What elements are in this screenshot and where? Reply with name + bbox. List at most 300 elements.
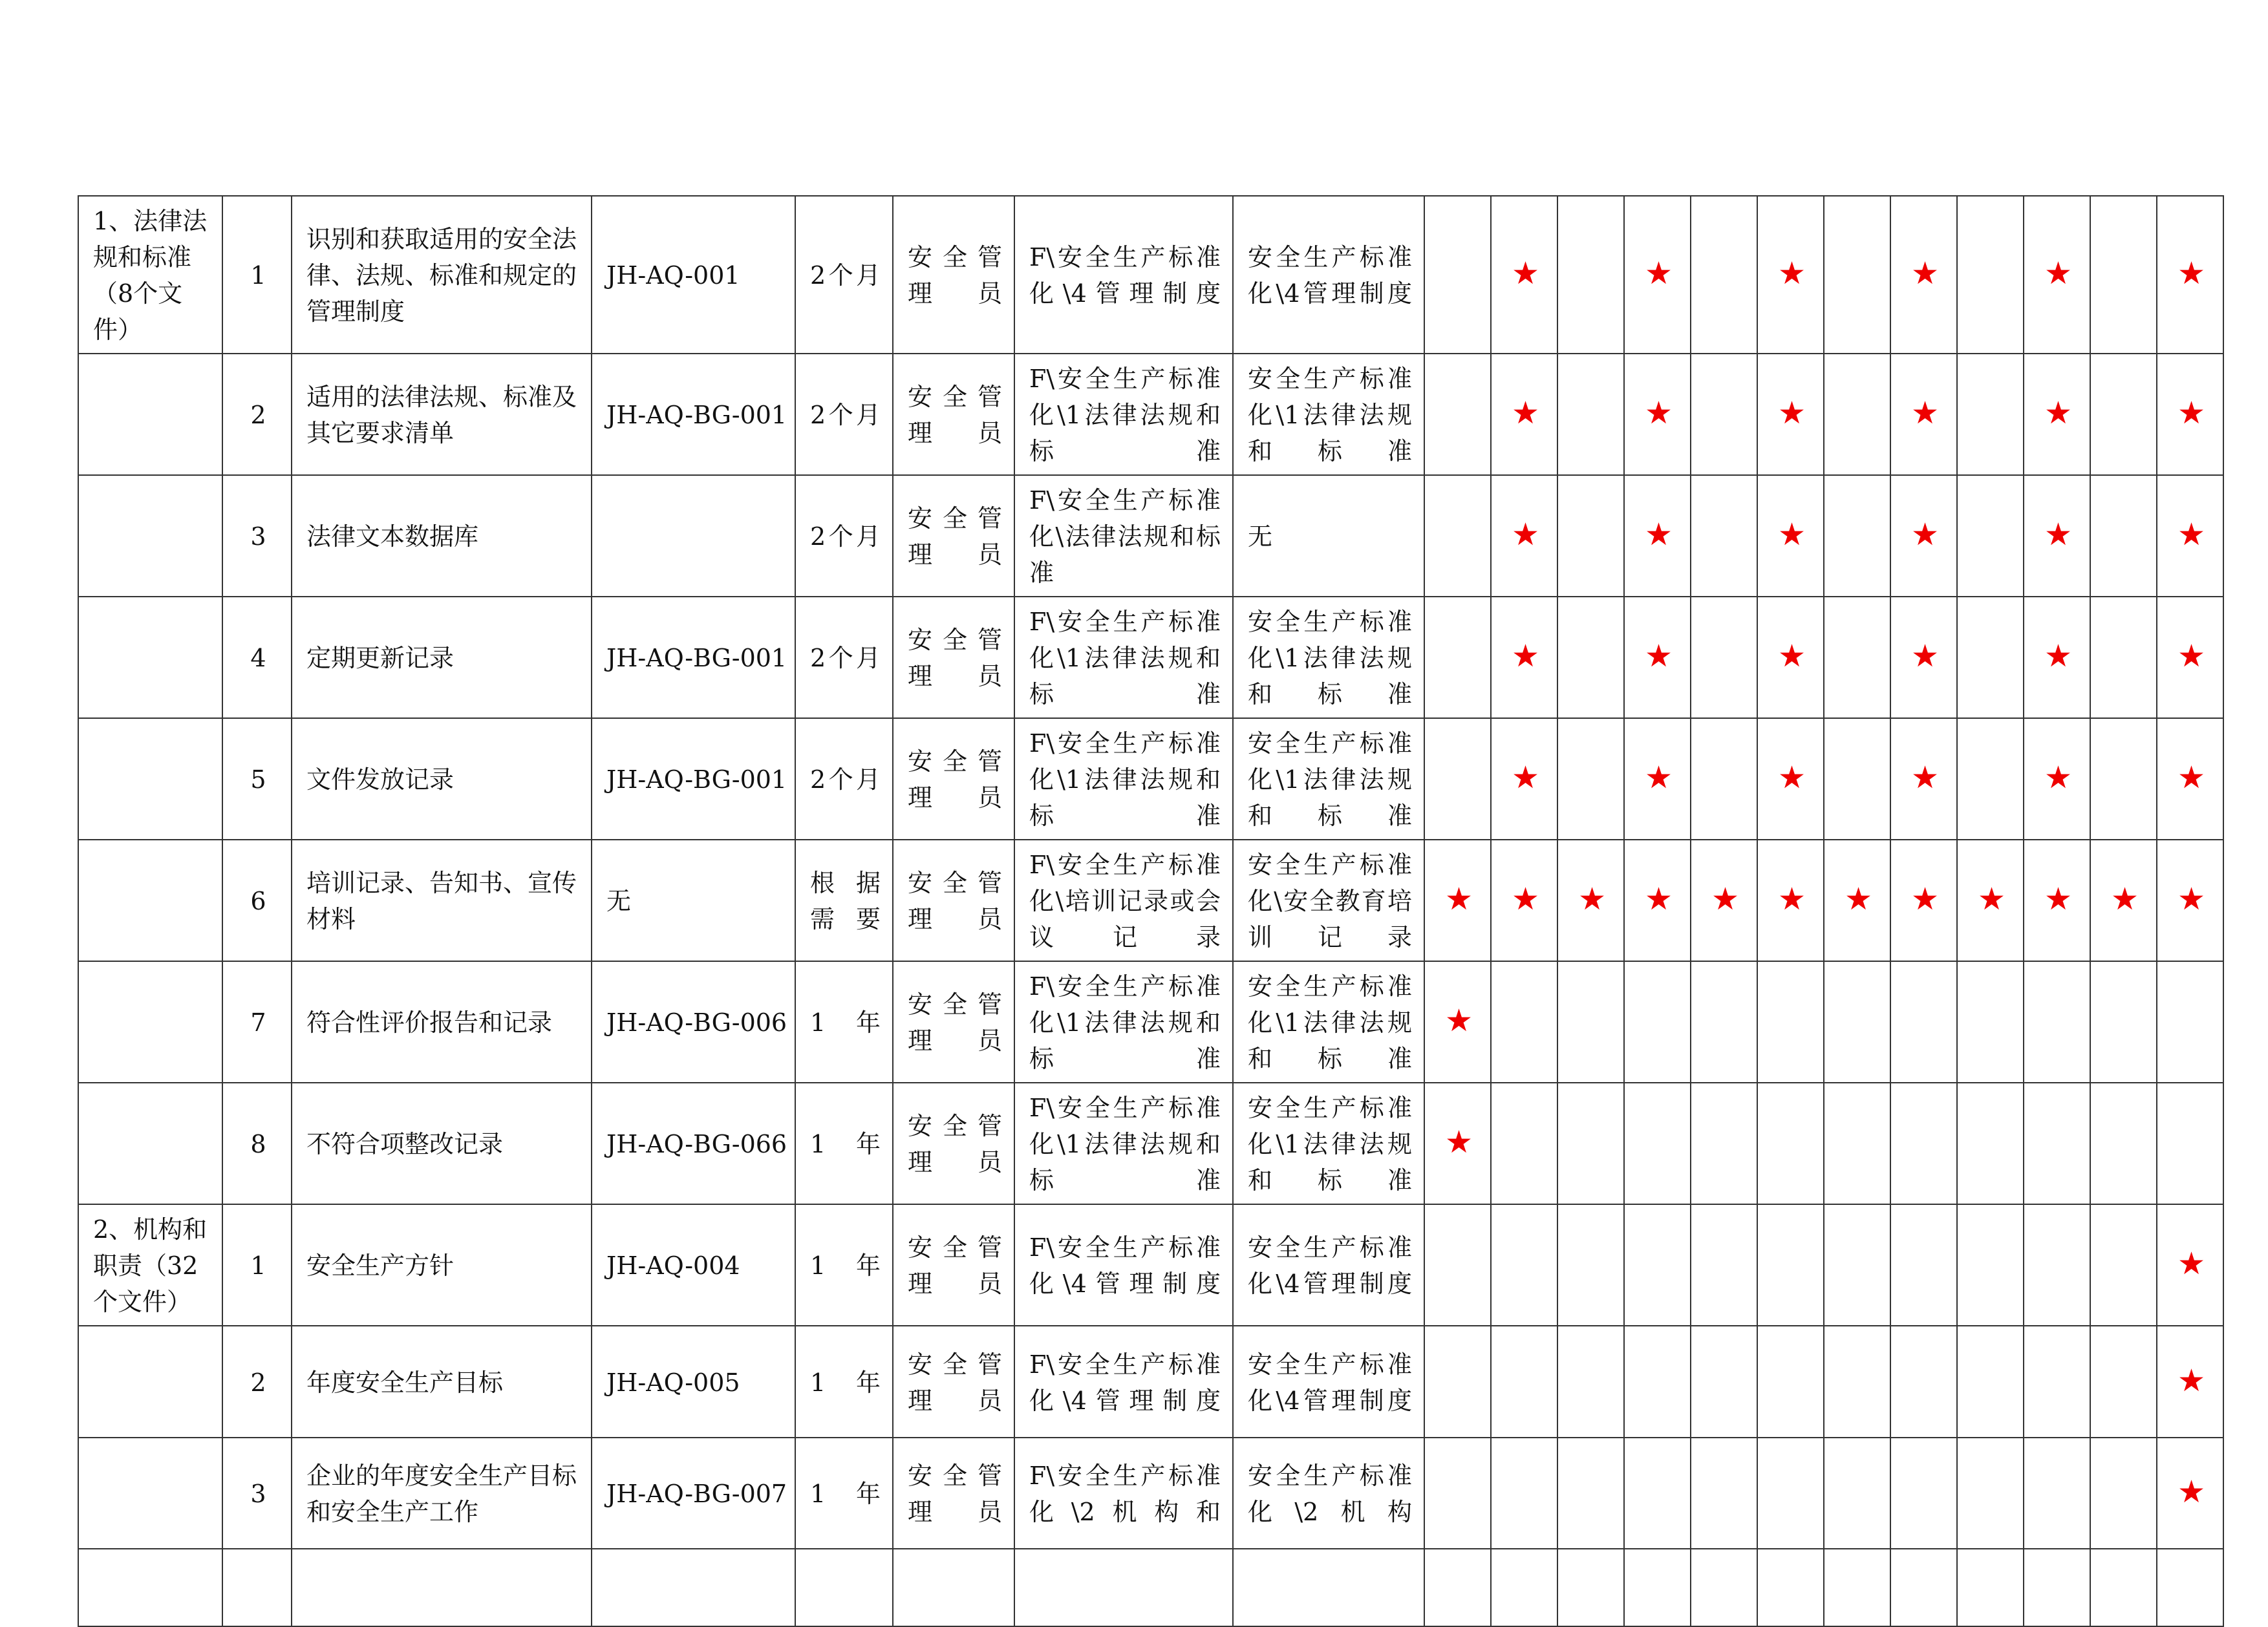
- table-row: [78, 1438, 2223, 1549]
- mark-cell: [1557, 354, 1624, 475]
- file-path-cell: F\安全生产标准化\1法律法规和标准: [1014, 961, 1233, 1083]
- mark-cell: [1757, 1083, 1824, 1204]
- mark-cell: [1957, 475, 2024, 597]
- responsible-person-cell: 安全管理员: [893, 196, 1014, 354]
- category-cell: [78, 718, 222, 840]
- mark-cell: [1957, 1083, 2024, 1204]
- mark-cell: [1957, 1326, 2024, 1438]
- document-name-cell: 识别和获取适用的安全法律、法规、标准和规定的管理制度: [292, 196, 592, 354]
- mark-cell: [2157, 196, 2223, 354]
- star-icon: ★: [1644, 395, 1673, 431]
- mark-cell: [2024, 961, 2090, 1083]
- item-number-cell: 1: [222, 1204, 292, 1326]
- star-icon: ★: [2177, 760, 2206, 796]
- table-row: [78, 354, 2223, 475]
- file-path-cell: F\安全生产标准化\法律法规和标准: [1014, 475, 1233, 597]
- mark-cell: [1890, 718, 1957, 840]
- mark-cell: [1557, 196, 1624, 354]
- star-icon: ★: [1644, 638, 1673, 674]
- file-path-cell: F\安全生产标准化\1法律法规和标准: [1014, 597, 1233, 718]
- star-icon: ★: [1511, 255, 1540, 292]
- mark-cell: [1957, 1204, 2024, 1326]
- star-icon: ★: [1578, 881, 1607, 917]
- update-period-cell: 1年: [795, 1438, 893, 1549]
- document-table: [78, 195, 2224, 1627]
- table-row: [78, 196, 2223, 354]
- folder-location-cell: 安全生产标准化\1法律法规和标准: [1233, 597, 1424, 718]
- star-icon: ★: [1644, 881, 1673, 917]
- document-code-cell: JH-AQ-BG-007: [592, 1438, 795, 1549]
- star-icon: ★: [1511, 395, 1540, 431]
- mark-cell: [1824, 1438, 1890, 1549]
- document-name-cell: 文件发放记录: [292, 718, 592, 840]
- mark-cell: [1424, 475, 1491, 597]
- star-icon: ★: [1777, 255, 1806, 292]
- empty-cell: [1624, 1549, 1691, 1626]
- mark-cell: [2157, 1204, 2223, 1326]
- mark-cell: [1491, 961, 1557, 1083]
- mark-cell: [1424, 1083, 1491, 1204]
- empty-cell: [1957, 1549, 2024, 1626]
- mark-cell: [2024, 475, 2090, 597]
- item-number-cell: 3: [222, 475, 292, 597]
- mark-cell: [1757, 840, 1824, 961]
- empty-cell: [1424, 1549, 1491, 1626]
- mark-cell: [2157, 1083, 2223, 1204]
- mark-cell: [2024, 196, 2090, 354]
- mark-cell: [1824, 354, 1890, 475]
- table-row: [78, 961, 2223, 1083]
- file-path-cell: F\安全生产标准化\培训记录或会议记录: [1014, 840, 1233, 961]
- mark-cell: [2090, 718, 2157, 840]
- mark-cell: [1624, 1326, 1691, 1438]
- mark-cell: [1557, 597, 1624, 718]
- update-period-cell: 2个月: [795, 475, 893, 597]
- mark-cell: [1691, 1326, 1757, 1438]
- folder-location-cell: 安全生产标准化\4管理制度: [1233, 1326, 1424, 1438]
- document-code-cell: JH-AQ-BG-001: [592, 718, 795, 840]
- mark-cell: [1757, 354, 1824, 475]
- category-cell: [78, 354, 222, 475]
- mark-cell: [1691, 1083, 1757, 1204]
- update-period-cell: 1年: [795, 961, 893, 1083]
- mark-cell: [1557, 1083, 1624, 1204]
- mark-cell: [1957, 961, 2024, 1083]
- mark-cell: [1491, 1438, 1557, 1549]
- category-cell: [78, 840, 222, 961]
- responsible-person-cell: 安全管理员: [893, 1438, 1014, 1549]
- category-cell: [78, 475, 222, 597]
- mark-cell: [1624, 718, 1691, 840]
- table-row: [78, 475, 2223, 597]
- item-number-cell: 4: [222, 597, 292, 718]
- mark-cell: [1890, 354, 1957, 475]
- category-cell: [78, 1083, 222, 1204]
- mark-cell: [2090, 1083, 2157, 1204]
- responsible-person-cell: 安全管理员: [893, 354, 1014, 475]
- mark-cell: [1824, 840, 1890, 961]
- mark-cell: [1624, 196, 1691, 354]
- empty-cell: [592, 1549, 795, 1626]
- empty-cell: [893, 1549, 1014, 1626]
- star-icon: ★: [2177, 1474, 2206, 1510]
- star-icon: ★: [1910, 638, 1940, 674]
- mark-cell: [2090, 354, 2157, 475]
- update-period-cell: 2个月: [795, 718, 893, 840]
- star-icon: ★: [2177, 1362, 2206, 1399]
- empty-cell: [222, 1549, 292, 1626]
- mark-cell: [1890, 1083, 1957, 1204]
- document-code-cell: JH-AQ-001: [592, 196, 795, 354]
- responsible-person-cell: 安全管理员: [893, 1326, 1014, 1438]
- mark-cell: [1691, 475, 1757, 597]
- item-number-cell: 7: [222, 961, 292, 1083]
- empty-cell: [2024, 1549, 2090, 1626]
- star-icon: ★: [2044, 255, 2073, 292]
- responsible-person-cell: 安全管理员: [893, 718, 1014, 840]
- mark-cell: [1691, 1438, 1757, 1549]
- star-icon: ★: [1910, 395, 1940, 431]
- mark-cell: [2090, 840, 2157, 961]
- mark-cell: [1491, 1083, 1557, 1204]
- mark-cell: [1491, 840, 1557, 961]
- responsible-person-cell: 安全管理员: [893, 1083, 1014, 1204]
- mark-cell: [2090, 1204, 2157, 1326]
- mark-cell: [1624, 1438, 1691, 1549]
- empty-cell: [1557, 1549, 1624, 1626]
- document-name-cell: 安全生产方针: [292, 1204, 592, 1326]
- mark-cell: [1890, 196, 1957, 354]
- file-path-cell: F\安全生产标准化\4管理制度: [1014, 196, 1233, 354]
- mark-cell: [1824, 475, 1890, 597]
- file-path-cell: F\安全生产标准化\1法律法规和标准: [1014, 1083, 1233, 1204]
- empty-cell: [78, 1549, 222, 1626]
- mark-cell: [1691, 961, 1757, 1083]
- mark-cell: [1424, 718, 1491, 840]
- star-icon: ★: [1910, 760, 1940, 796]
- mark-cell: [2024, 1438, 2090, 1549]
- document-name-cell: 不符合项整改记录: [292, 1083, 592, 1204]
- star-icon: ★: [2044, 881, 2073, 917]
- star-icon: ★: [1777, 516, 1806, 553]
- star-icon: ★: [2044, 516, 2073, 553]
- mark-cell: [1624, 1204, 1691, 1326]
- empty-cell: [795, 1549, 893, 1626]
- document-code-cell: [592, 475, 795, 597]
- mark-cell: [1691, 718, 1757, 840]
- file-path-cell: F\安全生产标准化\1法律法规和标准: [1014, 718, 1233, 840]
- document-code-cell: JH-AQ-BG-006: [592, 961, 795, 1083]
- mark-cell: [1557, 1326, 1624, 1438]
- mark-cell: [1424, 1438, 1491, 1549]
- mark-cell: [1491, 1204, 1557, 1326]
- folder-location-cell: 安全生产标准化\1法律法规和标准: [1233, 1083, 1424, 1204]
- table-row: [78, 597, 2223, 718]
- mark-cell: [1890, 1326, 1957, 1438]
- star-icon: ★: [2044, 395, 2073, 431]
- star-icon: ★: [2177, 1246, 2206, 1282]
- mark-cell: [1890, 1204, 1957, 1326]
- star-icon: ★: [2177, 881, 2206, 917]
- star-icon: ★: [1910, 516, 1940, 553]
- star-icon: ★: [1644, 516, 1673, 553]
- star-icon: ★: [2044, 760, 2073, 796]
- category-cell: [78, 1438, 222, 1549]
- mark-cell: [1424, 597, 1491, 718]
- mark-cell: [2157, 1438, 2223, 1549]
- mark-cell: [1557, 718, 1624, 840]
- mark-cell: [1691, 1204, 1757, 1326]
- mark-cell: [1757, 961, 1824, 1083]
- mark-cell: [2090, 961, 2157, 1083]
- mark-cell: [1691, 597, 1757, 718]
- table-row-partial: [78, 1549, 2223, 1626]
- folder-location-cell: 安全生产标准化\4管理制度: [1233, 196, 1424, 354]
- folder-location-cell: 安全生产标准化\4管理制度: [1233, 1204, 1424, 1326]
- mark-cell: [1424, 196, 1491, 354]
- category-cell: 2、机构和职责（32个文件）: [78, 1204, 222, 1326]
- empty-cell: [1491, 1549, 1557, 1626]
- category-cell: [78, 597, 222, 718]
- document-name-cell: 法律文本数据库: [292, 475, 592, 597]
- mark-cell: [1557, 475, 1624, 597]
- mark-cell: [2157, 1326, 2223, 1438]
- mark-cell: [1890, 961, 1957, 1083]
- mark-cell: [1624, 961, 1691, 1083]
- star-icon: ★: [1844, 881, 1873, 917]
- item-number-cell: 2: [222, 354, 292, 475]
- mark-cell: [1824, 196, 1890, 354]
- star-icon: ★: [1910, 255, 1940, 292]
- mark-cell: [1424, 1326, 1491, 1438]
- mark-cell: [1557, 1204, 1624, 1326]
- item-number-cell: 2: [222, 1326, 292, 1438]
- category-cell: [78, 1326, 222, 1438]
- star-icon: ★: [1644, 760, 1673, 796]
- star-icon: ★: [1977, 881, 2006, 917]
- mark-cell: [1757, 1438, 1824, 1549]
- document-name-cell: 定期更新记录: [292, 597, 592, 718]
- mark-cell: [1424, 354, 1491, 475]
- table-row: [78, 718, 2223, 840]
- star-icon: ★: [1644, 255, 1673, 292]
- mark-cell: [1890, 597, 1957, 718]
- star-icon: ★: [1511, 760, 1540, 796]
- star-icon: ★: [1777, 760, 1806, 796]
- mark-cell: [1957, 1438, 2024, 1549]
- responsible-person-cell: 安全管理员: [893, 1204, 1014, 1326]
- document-name-cell: 符合性评价报告和记录: [292, 961, 592, 1083]
- item-number-cell: 1: [222, 196, 292, 354]
- responsible-person-cell: 安全管理员: [893, 475, 1014, 597]
- mark-cell: [1824, 1204, 1890, 1326]
- mark-cell: [1424, 1204, 1491, 1326]
- folder-location-cell: 安全生产标准化\1法律法规和标准: [1233, 718, 1424, 840]
- empty-cell: [2090, 1549, 2157, 1626]
- document-code-cell: 无: [592, 840, 795, 961]
- document-code-cell: JH-AQ-005: [592, 1326, 795, 1438]
- star-icon: ★: [1910, 881, 1940, 917]
- mark-cell: [1491, 196, 1557, 354]
- mark-cell: [1890, 840, 1957, 961]
- mark-cell: [1691, 354, 1757, 475]
- mark-cell: [1691, 840, 1757, 961]
- document-code-cell: JH-AQ-BG-001: [592, 597, 795, 718]
- mark-cell: [1824, 1083, 1890, 1204]
- star-icon: ★: [1511, 881, 1540, 917]
- mark-cell: [2090, 1438, 2157, 1549]
- mark-cell: [1757, 196, 1824, 354]
- mark-cell: [2090, 1326, 2157, 1438]
- mark-cell: [1624, 840, 1691, 961]
- mark-cell: [1624, 475, 1691, 597]
- empty-cell: [1890, 1549, 1957, 1626]
- star-icon: ★: [1444, 881, 1473, 917]
- empty-cell: [2157, 1549, 2223, 1626]
- item-number-cell: 6: [222, 840, 292, 961]
- category-cell: [78, 961, 222, 1083]
- mark-cell: [1491, 718, 1557, 840]
- mark-cell: [1491, 475, 1557, 597]
- mark-cell: [1757, 1204, 1824, 1326]
- star-icon: ★: [1777, 395, 1806, 431]
- mark-cell: [1757, 1326, 1824, 1438]
- update-period-cell: 2个月: [795, 597, 893, 718]
- folder-location-cell: 安全生产标准化\1法律法规和标准: [1233, 961, 1424, 1083]
- mark-cell: [1757, 597, 1824, 718]
- mark-cell: [1557, 961, 1624, 1083]
- mark-cell: [1824, 718, 1890, 840]
- table-row: [78, 840, 2223, 961]
- document-name-cell: 年度安全生产目标: [292, 1326, 592, 1438]
- mark-cell: [1624, 354, 1691, 475]
- file-path-cell: F\安全生产标准化\4管理制度: [1014, 1326, 1233, 1438]
- mark-cell: [1624, 1083, 1691, 1204]
- mark-cell: [2090, 196, 2157, 354]
- file-path-cell: F\安全生产标准化\4管理制度: [1014, 1204, 1233, 1326]
- mark-cell: [2090, 597, 2157, 718]
- document-name-cell: 适用的法律法规、标准及其它要求清单: [292, 354, 592, 475]
- update-period-cell: 2个月: [795, 354, 893, 475]
- mark-cell: [2157, 961, 2223, 1083]
- mark-cell: [1424, 961, 1491, 1083]
- table-row: [78, 1326, 2223, 1438]
- empty-cell: [292, 1549, 592, 1626]
- mark-cell: [1890, 475, 1957, 597]
- mark-cell: [2024, 1083, 2090, 1204]
- folder-location-cell: 安全生产标准化\安全教育培训记录: [1233, 840, 1424, 961]
- mark-cell: [2024, 1204, 2090, 1326]
- mark-cell: [2024, 354, 2090, 475]
- folder-location-cell: 安全生产标准化\1法律法规和标准: [1233, 354, 1424, 475]
- update-period-cell: 2个月: [795, 196, 893, 354]
- star-icon: ★: [2177, 255, 2206, 292]
- mark-cell: [2157, 475, 2223, 597]
- mark-cell: [2024, 840, 2090, 961]
- star-icon: ★: [2177, 638, 2206, 674]
- mark-cell: [1491, 354, 1557, 475]
- update-period-cell: 1年: [795, 1326, 893, 1438]
- document-code-cell: JH-AQ-004: [592, 1204, 795, 1326]
- mark-cell: [2157, 597, 2223, 718]
- mark-cell: [2024, 597, 2090, 718]
- star-icon: ★: [2177, 516, 2206, 553]
- mark-cell: [1757, 718, 1824, 840]
- empty-cell: [1757, 1549, 1824, 1626]
- star-icon: ★: [1511, 638, 1540, 674]
- mark-cell: [1890, 1438, 1957, 1549]
- star-icon: ★: [2044, 638, 2073, 674]
- mark-cell: [1824, 1326, 1890, 1438]
- update-period-cell: 根据需要: [795, 840, 893, 961]
- update-period-cell: 1年: [795, 1204, 893, 1326]
- empty-cell: [1014, 1549, 1233, 1626]
- empty-cell: [1233, 1549, 1424, 1626]
- mark-cell: [1957, 354, 2024, 475]
- star-icon: ★: [1777, 638, 1806, 674]
- mark-cell: [2024, 718, 2090, 840]
- document-code-cell: JH-AQ-BG-001: [592, 354, 795, 475]
- star-icon: ★: [2110, 881, 2139, 917]
- star-icon: ★: [1444, 1124, 1473, 1160]
- item-number-cell: 8: [222, 1083, 292, 1204]
- mark-cell: [1824, 597, 1890, 718]
- mark-cell: [1691, 196, 1757, 354]
- item-number-cell: 5: [222, 718, 292, 840]
- mark-cell: [1557, 1438, 1624, 1549]
- table-row: [78, 1083, 2223, 1204]
- star-icon: ★: [2177, 395, 2206, 431]
- mark-cell: [1424, 840, 1491, 961]
- responsible-person-cell: 安全管理员: [893, 961, 1014, 1083]
- mark-cell: [2024, 1326, 2090, 1438]
- mark-cell: [1557, 840, 1624, 961]
- star-icon: ★: [1444, 1003, 1473, 1039]
- star-icon: ★: [1777, 881, 1806, 917]
- star-icon: ★: [1511, 516, 1540, 553]
- table-row: [78, 1204, 2223, 1326]
- mark-cell: [1957, 597, 2024, 718]
- mark-cell: [1491, 597, 1557, 718]
- empty-cell: [1824, 1549, 1890, 1626]
- file-path-cell: F\安全生产标准化\2机构和: [1014, 1438, 1233, 1549]
- folder-location-cell: 安全生产标准化\2机构: [1233, 1438, 1424, 1549]
- category-cell: 1、法律法规和标准（8个文件）: [78, 196, 222, 354]
- mark-cell: [1957, 840, 2024, 961]
- document-code-cell: JH-AQ-BG-066: [592, 1083, 795, 1204]
- responsible-person-cell: 安全管理员: [893, 840, 1014, 961]
- responsible-person-cell: 安全管理员: [893, 597, 1014, 718]
- mark-cell: [1624, 597, 1691, 718]
- document-name-cell: 培训记录、告知书、宣传材料: [292, 840, 592, 961]
- mark-cell: [2090, 475, 2157, 597]
- update-period-cell: 1年: [795, 1083, 893, 1204]
- mark-cell: [1957, 196, 2024, 354]
- file-path-cell: F\安全生产标准化\1法律法规和标准: [1014, 354, 1233, 475]
- mark-cell: [2157, 354, 2223, 475]
- empty-cell: [1691, 1549, 1757, 1626]
- mark-cell: [1491, 1326, 1557, 1438]
- folder-location-cell: 无: [1233, 475, 1424, 597]
- mark-cell: [1757, 475, 1824, 597]
- star-icon: ★: [1711, 881, 1740, 917]
- mark-cell: [2157, 718, 2223, 840]
- item-number-cell: 3: [222, 1438, 292, 1549]
- mark-cell: [1957, 718, 2024, 840]
- document-name-cell: 企业的年度安全生产目标和安全生产工作: [292, 1438, 592, 1549]
- mark-cell: [2157, 840, 2223, 961]
- mark-cell: [1824, 961, 1890, 1083]
